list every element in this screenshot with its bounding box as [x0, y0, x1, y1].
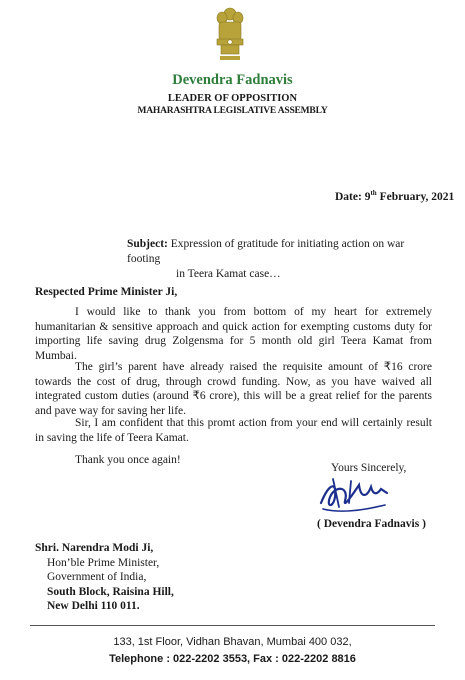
letterhead-designation: LEADER OF OPPOSITION [167, 93, 298, 104]
signature-icon [315, 473, 395, 517]
date-rest: February, 2021 [379, 190, 455, 203]
letterhead-name: Devendra Fadnavis [172, 72, 293, 88]
thanks-line: Thank you once again! [75, 454, 181, 466]
addressee-name: Shri. Narendra Modi Ji, [35, 542, 154, 554]
footer-contact: Telephone : 022-2202 3553, Fax : 022-2202 8816 [109, 653, 356, 665]
addressee-line: Government of India, [47, 571, 147, 583]
subject-label: Subject: [127, 238, 168, 250]
letter-date [335, 189, 454, 203]
paragraph-2 [35, 360, 432, 418]
paragraph-1 [35, 305, 432, 363]
footer-address: 133, 1st Floor, Vidhan Bhavan, Mumbai 400 032, [113, 636, 352, 648]
subject-line1: Expression of gratitude for initiating action on war footing [127, 238, 405, 265]
addressee-line: Hon’ble Prime Minister, [47, 556, 160, 569]
addressee-line: South Block, Raisina Hill, [47, 585, 174, 598]
salutation: Respected Prime Minister Ji, [35, 286, 178, 298]
addressee-line: New Delhi 110 011. [47, 600, 140, 612]
letterhead-assembly: MAHARASHTRA LEGISLATIVE ASSEMBLY [137, 106, 328, 116]
addressee-block [35, 541, 174, 614]
date-label: Date: [335, 190, 362, 203]
state-emblem-icon [213, 6, 247, 64]
footer-divider [30, 625, 435, 626]
paragraph-2-text: The girl’s parent have already raised the requisite amount of ₹16 crore towards the cost of drug, through crowd funding. Now, as you have waived all integrated custom duties (around ₹6 crore), this will be a great relief for the parents and pave way for saving her life. [35, 361, 432, 417]
paragraph-3 [35, 416, 432, 445]
paragraph-1-text: I would like to thank you from bottom of my heart for extremely humanitarian & sensitive approach and quick action for exempting customs duty for importing life saving drug Zolgensma for 5 month old girl Teera Kamat from Mumbai. [35, 306, 432, 362]
date-suffix: th [370, 189, 377, 197]
closing-line: Yours Sincerely, [331, 462, 407, 474]
paragraph-3-text: Sir, I am confident that this promt action from your end will certainly result in saving the life of Teera Kamat. [35, 417, 432, 444]
subject-line2: in Teera Kamat case… [176, 268, 281, 280]
signer-name: ( Devendra Fadnavis ) [317, 518, 426, 530]
date-day: 9 [364, 190, 371, 203]
subject-block [127, 237, 427, 282]
